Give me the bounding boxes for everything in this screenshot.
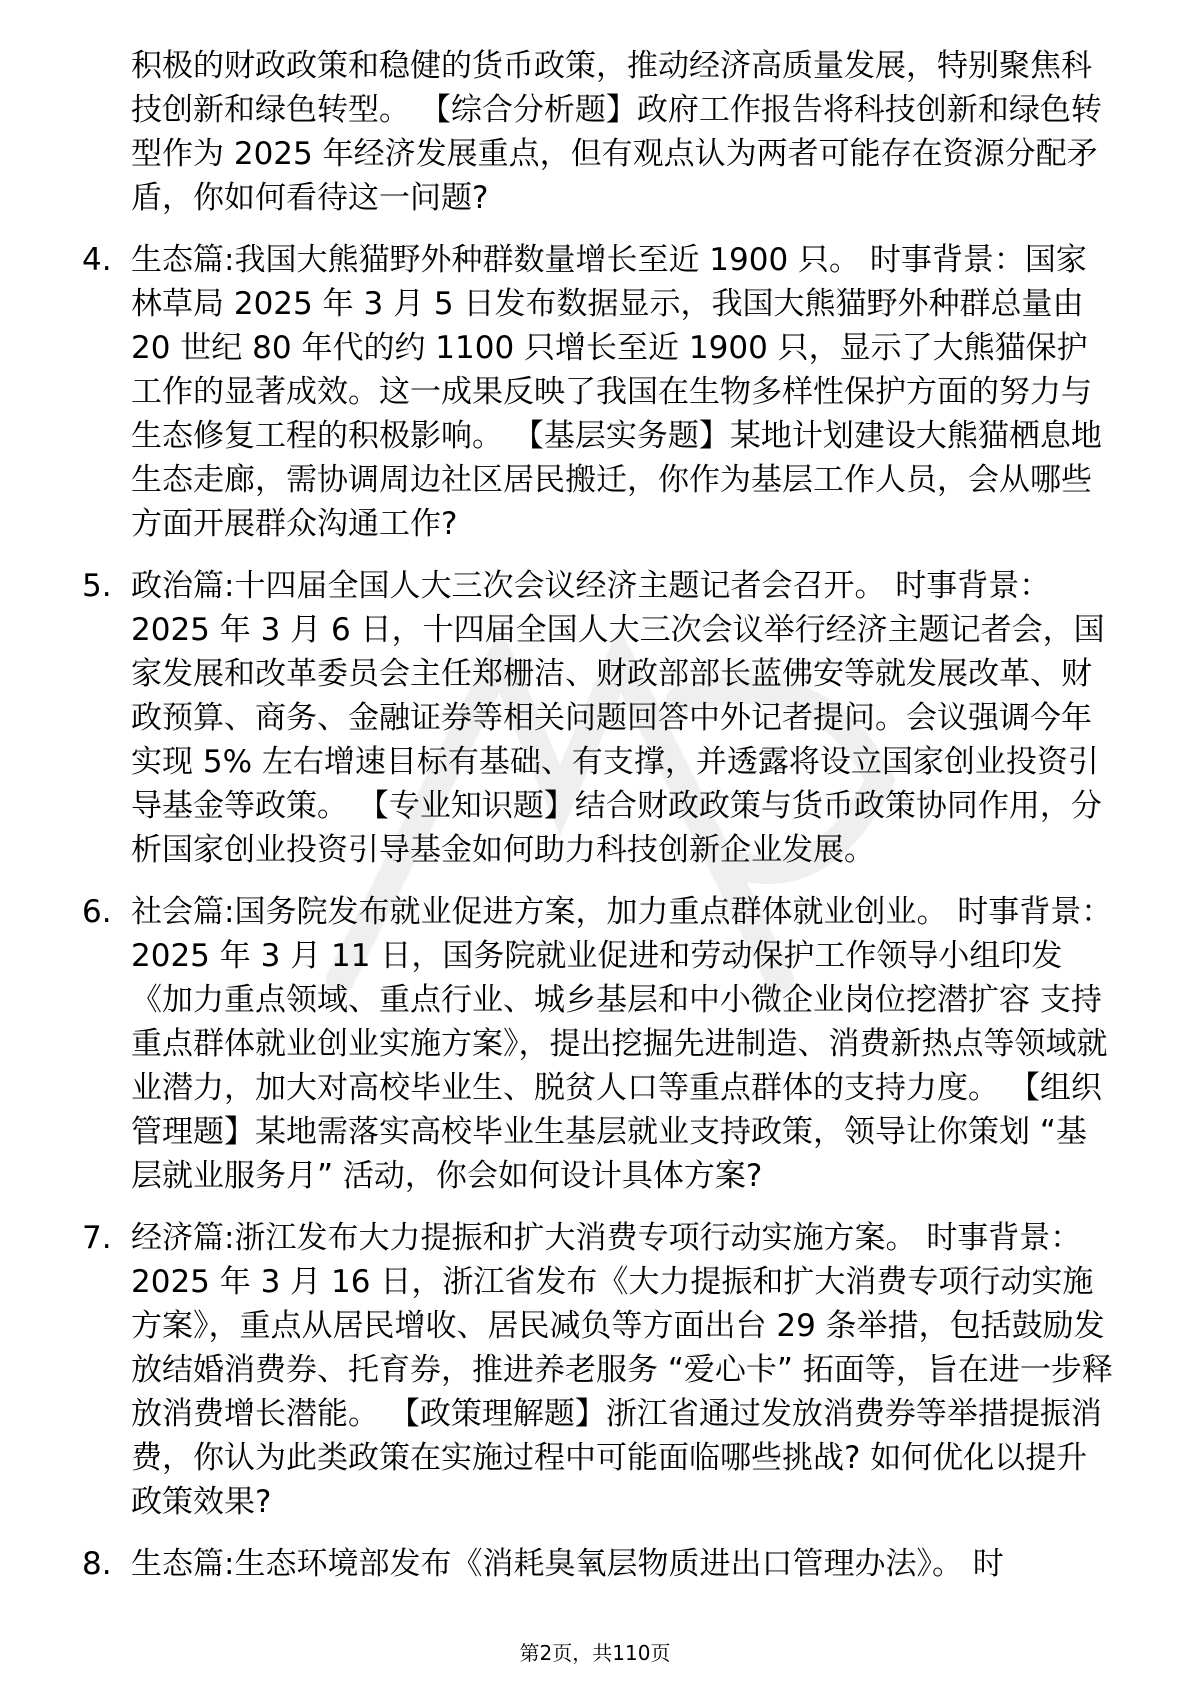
list-item xyxy=(82,1542,1142,1586)
list-item xyxy=(82,564,1142,872)
page-footer: 第2页，共110页 xyxy=(519,1641,671,1665)
item-number: 8. xyxy=(82,1546,112,1582)
intro-paragraph: 积极的财政政策和稳健的货币政策，推动经济高质量发展，特别聚焦科技创新和绿色转型。 【综合分析题】政府工作报告将科技创新和绿色转型作为 2025 年经济发展重点，但有观点认为两者可能存在资源分配矛盾，你如何看待这一问题? xyxy=(131,48,1102,216)
list-item xyxy=(82,1216,1142,1524)
list-item xyxy=(82,238,1142,546)
document-body xyxy=(82,44,1142,1604)
item-text: 社会篇:国务院发布就业促进方案，加力重点群体就业创业。 时事背景：2025 年 3 月 11 日，国务院就业促进和劳动保护工作领导小组印发《加力重点领域、重点行业、城乡基层和中小微企业岗位挖潜扩容 支持重点群体就业创业实施方案》，提出挖掘先进制造、消费新热点等领域就业潜力，加大对高校毕业生、脱贫人口等重点群体的支持力度。 【组织管理题】某地需落实高校毕业生基层就业支持政策，领导让你策划 “基层就业服务月” 活动，你会如何设计具体方案? xyxy=(131,894,1113,1194)
item-text: 生态篇:生态环境部发布《消耗臭氧层物质进出口管理办法》。 时 xyxy=(131,1546,1004,1582)
item-text: 政治篇:十四届全国人大三次会议经济主题记者会召开。 时事背景：2025 年 3 月 6 日，十四届全国人大三次会议举行经济主题记者会，国家发展和改革委员会主任郑栅洁、财政部部长蓝佛安等就发展改革、财政预算、商务、金融证券等相关问题回答中外记者提问。会议强调今年实现 5% 左右增速目标有基础、有支撑，并透露将设立国家创业投资引导基金等政策。 【专业知识题】结合财政政策与货币政策协同作用，分析国家创业投资引导基金如何助力科技创新企业发展。 xyxy=(131,568,1105,868)
item-number: 4. xyxy=(82,242,112,278)
item-number: 7. xyxy=(82,1220,112,1256)
list-item xyxy=(82,890,1142,1198)
item-text: 经济篇:浙江发布大力提振和扩大消费专项行动实施方案。 时事背景：2025 年 3 月 16 日，浙江省发布《大力提振和扩大消费专项行动实施方案》，重点从居民增收、居民减负等方面出台 29 条举措，包括鼓励发放结婚消费券、托育券，推进养老服务 “爱心卡” 拓面等，旨在进一步释放消费增长潜能。 【政策理解题】浙江省通过发放消费券等举措提振消费，你认为此类政策在实施过程中可能面临哪些挑战? 如何优化以提升政策效果? xyxy=(131,1220,1113,1520)
item-text: 生态篇:我国大熊猫野外种群数量增长至近 1900 只。 时事背景：国家林草局 2025 年 3 月 5 日发布数据显示，我国大熊猫野外种群总量由 20 世纪 80 年代的约 1100 只增长至近 1900 只，显示了大熊猫保护工作的显著成效。这一成果反映了我国在生物多样性保护方面的努力与生态修复工程的积极影响。 【基层实务题】某地计划建设大熊猫栖息地生态走廊，需协调周边社区居民搬迁，你作为基层工作人员，会从哪些方面开展群众沟通工作? xyxy=(131,242,1102,542)
question-list xyxy=(82,238,1142,1586)
item-number: 5. xyxy=(82,568,112,604)
item-number: 6. xyxy=(82,894,112,930)
